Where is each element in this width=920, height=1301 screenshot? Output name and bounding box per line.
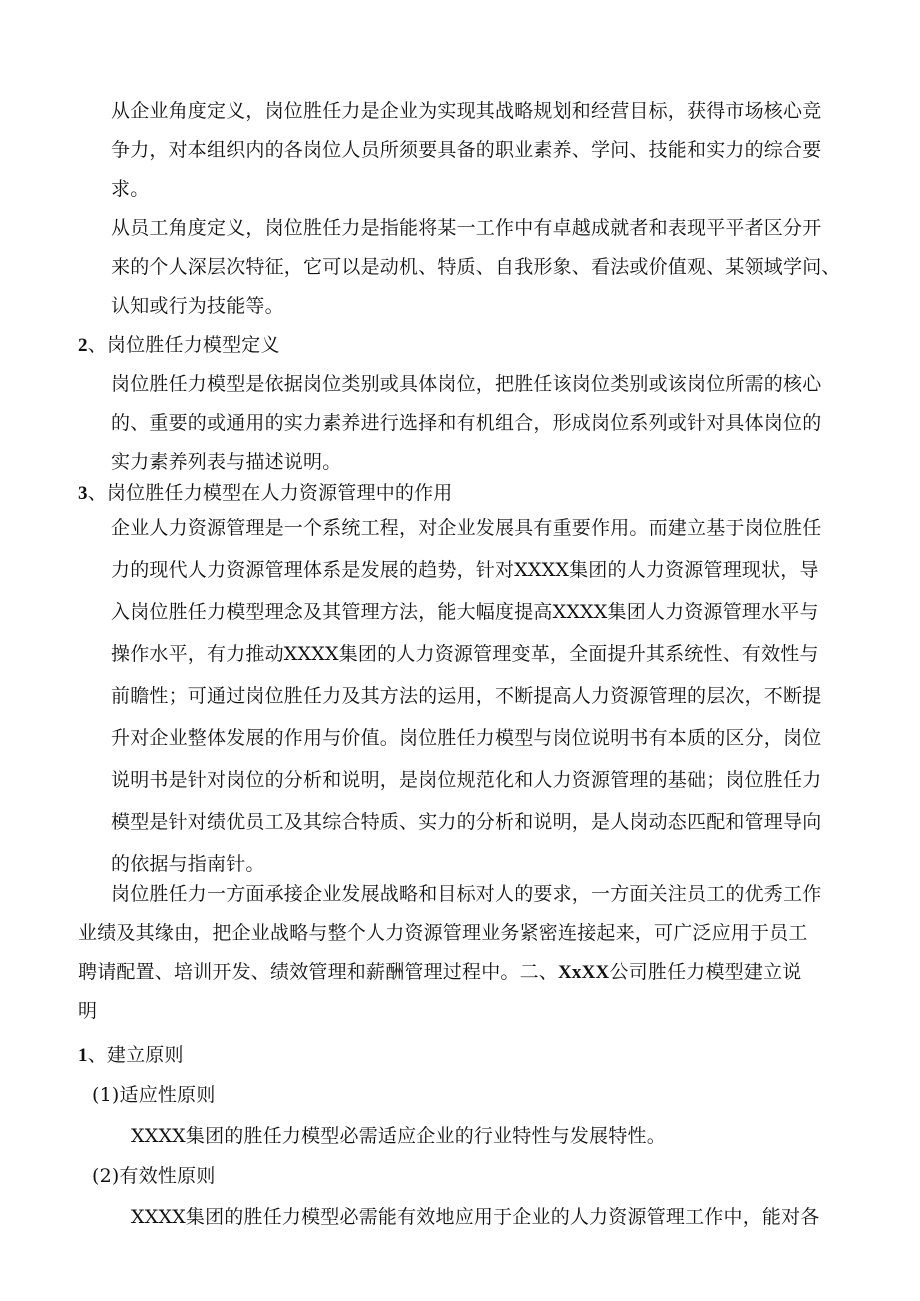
paragraph-line: XXXX集团的胜任力模型必需适应企业的行业特性与发展特性。 xyxy=(131,1125,666,1147)
paragraph-line: 入岗位胜任力模型理念及其管理方法，能大幅度提高XXXX集团人力资源管理水平与 xyxy=(111,601,819,623)
inline-text: 公司胜任力模型建立说 xyxy=(609,961,802,983)
paragraph-line: 明 xyxy=(78,1000,98,1022)
heading-text: 、岗位胜任力模型在人力资源管理中的作用 xyxy=(87,482,453,504)
heading-number: 1 xyxy=(78,1045,88,1066)
inline-text: 聘请配置、培训开发、绩效管理和薪酬管理过程中。二、 xyxy=(78,961,559,983)
paragraph-line: 从员工角度定义，岗位胜任力是指能将某一工作中有卓越成就者和表现平平者区分开 xyxy=(111,217,822,239)
heading-number: 3 xyxy=(78,483,88,504)
paragraph-line: 岗位胜任力模型是依据岗位类别或具体岗位，把胜任该岗位类别或该岗位所需的核心 xyxy=(111,373,822,395)
paragraph-line: 认知或行为技能等。 xyxy=(111,295,284,317)
paragraph-line: 岗位胜任力一方面承接企业发展战略和目标对人的要求，一方面关注员工的优秀工作 xyxy=(111,883,822,905)
paragraph-line: 争力，对本组织内的各岗位人员所须要具备的职业素养、学问、技能和实力的综合要 xyxy=(111,139,822,161)
paragraph-line: 实力素养列表与描述说明。 xyxy=(111,451,342,473)
heading-text: 、建立原则 xyxy=(87,1044,184,1066)
paragraph-line: 企业人力资源管理是一个系统工程，对企业发展具有重要作用。而建立基于岗位胜任 xyxy=(111,517,822,539)
section-heading xyxy=(78,1043,184,1068)
paragraph-line: 业绩及其缘由，把企业战略与整个人力资源管理业务紧密连接起来，可广泛应用于员工 xyxy=(78,922,808,944)
section-heading xyxy=(78,481,453,506)
sub-heading: (2)有效性原则 xyxy=(92,1165,216,1187)
paragraph-line: 操作水平，有力推动XXXX集团的人力资源管理变革，全面提升其系统性、有效性与 xyxy=(111,643,819,665)
paragraph-line: 模型是针对绩优员工及其综合特质、实力的分析和说明，是人岗动态匹配和管理导向 xyxy=(111,811,822,833)
paragraph-line: 力的现代人力资源管理体系是发展的趋势，针对XXXX集团的人力资源管理现状，导 xyxy=(111,559,819,581)
company-name: XxXX xyxy=(558,962,610,983)
paragraph-line: 来的个人深层次特征，它可以是动机、特质、自我形象、看法或价值观、某领域学问、 xyxy=(111,256,841,278)
paragraph-line: 求。 xyxy=(111,178,150,200)
paragraph-line: 的依据与指南针。 xyxy=(111,853,265,875)
paragraph-line: 的、重要的或通用的实力素养进行选择和有机组合，形成岗位系列或针对具体岗位的 xyxy=(111,412,822,434)
heading-number: 2 xyxy=(78,335,88,356)
heading-text: 、岗位胜任力模型定义 xyxy=(87,334,280,356)
paragraph-line: 前瞻性；可通过岗位胜任力及其方法的运用，不断提高人力资源管理的层次，不断提 xyxy=(111,685,822,707)
paragraph-line: XXXX集团的胜任力模型必需能有效地应用于企业的人力资源管理工作中，能对各 xyxy=(131,1206,820,1228)
paragraph-line: 升对企业整体发展的作用与价值。岗位胜任力模型与岗位说明书有本质的区分，岗位 xyxy=(111,727,822,749)
sub-heading: (1)适应性原则 xyxy=(92,1084,216,1106)
paragraph-line: 从企业角度定义，岗位胜任力是企业为实现其战略规划和经营目标，获得市场核心竞 xyxy=(111,100,822,122)
paragraph-line xyxy=(78,960,802,985)
section-heading xyxy=(78,333,280,358)
paragraph-line: 说明书是针对岗位的分析和说明，是岗位规范化和人力资源管理的基础；岗位胜任力 xyxy=(111,769,822,791)
